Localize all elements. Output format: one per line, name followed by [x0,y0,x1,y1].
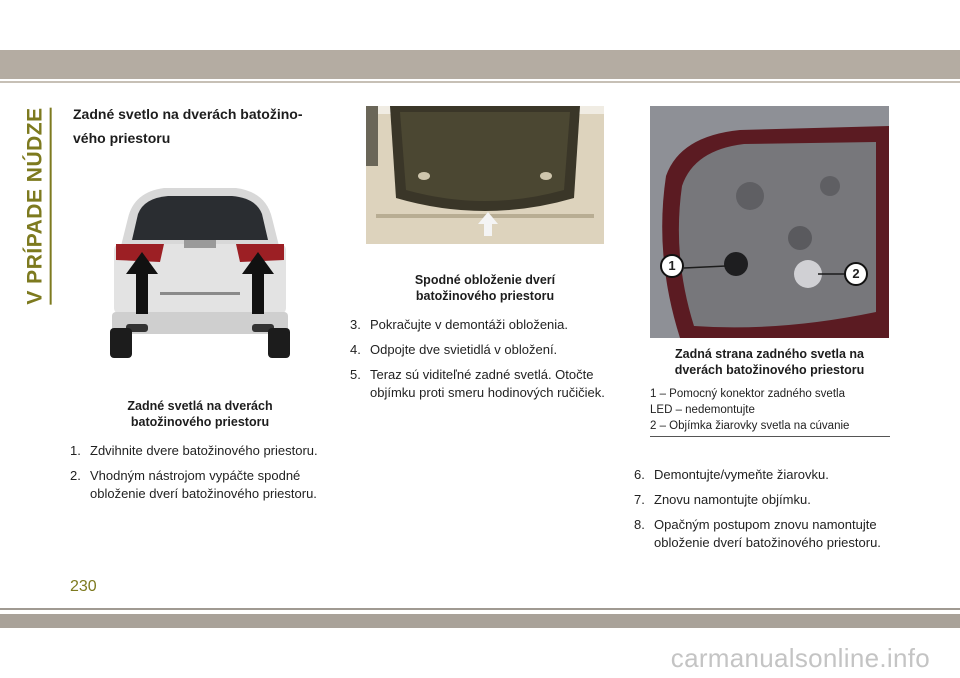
figure-caption-taillamp-back [650,346,889,378]
step-item [350,341,612,359]
legend-item: 2 – Objímka žiarovky svetla na cúvanie [650,420,850,432]
callout-1 [660,254,684,278]
callout-2 [844,262,868,286]
rear-vehicle-illustration [104,178,296,364]
caption-line: dverách batožinového priestoru [674,363,865,377]
step-number: 8. [634,517,645,532]
caption-line: Zadná strana zadného svetla na [675,347,864,361]
figure-taillamp-back-photo [650,106,889,338]
caption-line: Spodné obloženie dverí [414,273,556,287]
step-text: Znovu namontujte objímku. [654,492,811,507]
step-number: 4. [350,342,361,357]
step-item [350,366,612,402]
heading-line-2: vého priestoru [73,130,171,146]
steps-column-1 [70,442,342,510]
caption-line: batožinového priestoru [415,289,555,303]
figure-caption-rear-lights [104,398,296,430]
section-side-tab [18,96,58,316]
step-text: Zdvihnite dvere batožinového priestoru. [90,443,318,458]
heading-line-1: Zadné svetlo na dverách batožino- [73,106,303,122]
figure-rear-vehicle-photo [104,178,296,364]
step-text: Vhodným nástrojom vypáčte spodné obloženie dverí batožinového priestoru. [90,468,317,501]
liftgate-trim-illustration [366,106,604,244]
section-heading [73,102,343,150]
header-rule [0,81,960,83]
step-text: Opačným postupom znovu namontujte obloženie dverí batožinového priestoru. [654,517,881,550]
callout-2-label: 2 [852,266,860,281]
callout-1-label: 1 [668,258,676,273]
steps-column-2 [350,316,612,409]
footer-rule [0,608,960,610]
step-number: 6. [634,467,645,482]
step-item [634,491,906,509]
taillamp-back-illustration [650,106,889,338]
step-item [634,466,906,484]
side-tab-label: V PRÍPADE NÚDZE [24,107,52,304]
step-text: Odpojte dve svietidlá v obložení. [370,342,558,357]
figure-legend [650,386,890,437]
figure-caption-liftgate-trim [366,272,604,304]
step-item [350,316,612,334]
steps-column-3 [634,466,906,559]
step-item [634,516,906,552]
caption-line: Zadné svetlá na dverách [127,399,273,413]
step-number: 2. [70,468,81,483]
legend-item: 1 – Pomocný konektor zadného svetla [650,388,845,400]
header-band [0,50,960,79]
step-number: 1. [70,443,81,458]
site-watermark: carmanualsonline.info [670,643,930,673]
step-number: 5. [350,367,361,382]
step-number: 3. [350,317,361,332]
legend-item: LED – nedemontujte [650,404,755,416]
step-text: Demontujte/vymeňte žiarovku. [654,467,829,482]
step-number: 7. [634,492,645,507]
step-text: Teraz sú viditeľné zadné svetlá. Otočte objímku proti smeru hodinových ručičiek. [370,367,605,400]
step-text: Pokračujte v demontáži obloženia. [370,317,569,332]
footer-band [0,614,960,628]
figure-liftgate-trim-photo [366,106,604,244]
step-item [70,442,342,460]
step-item [70,467,342,503]
caption-line: batožinového priestoru [130,415,270,429]
page-number: 230 [70,578,97,595]
